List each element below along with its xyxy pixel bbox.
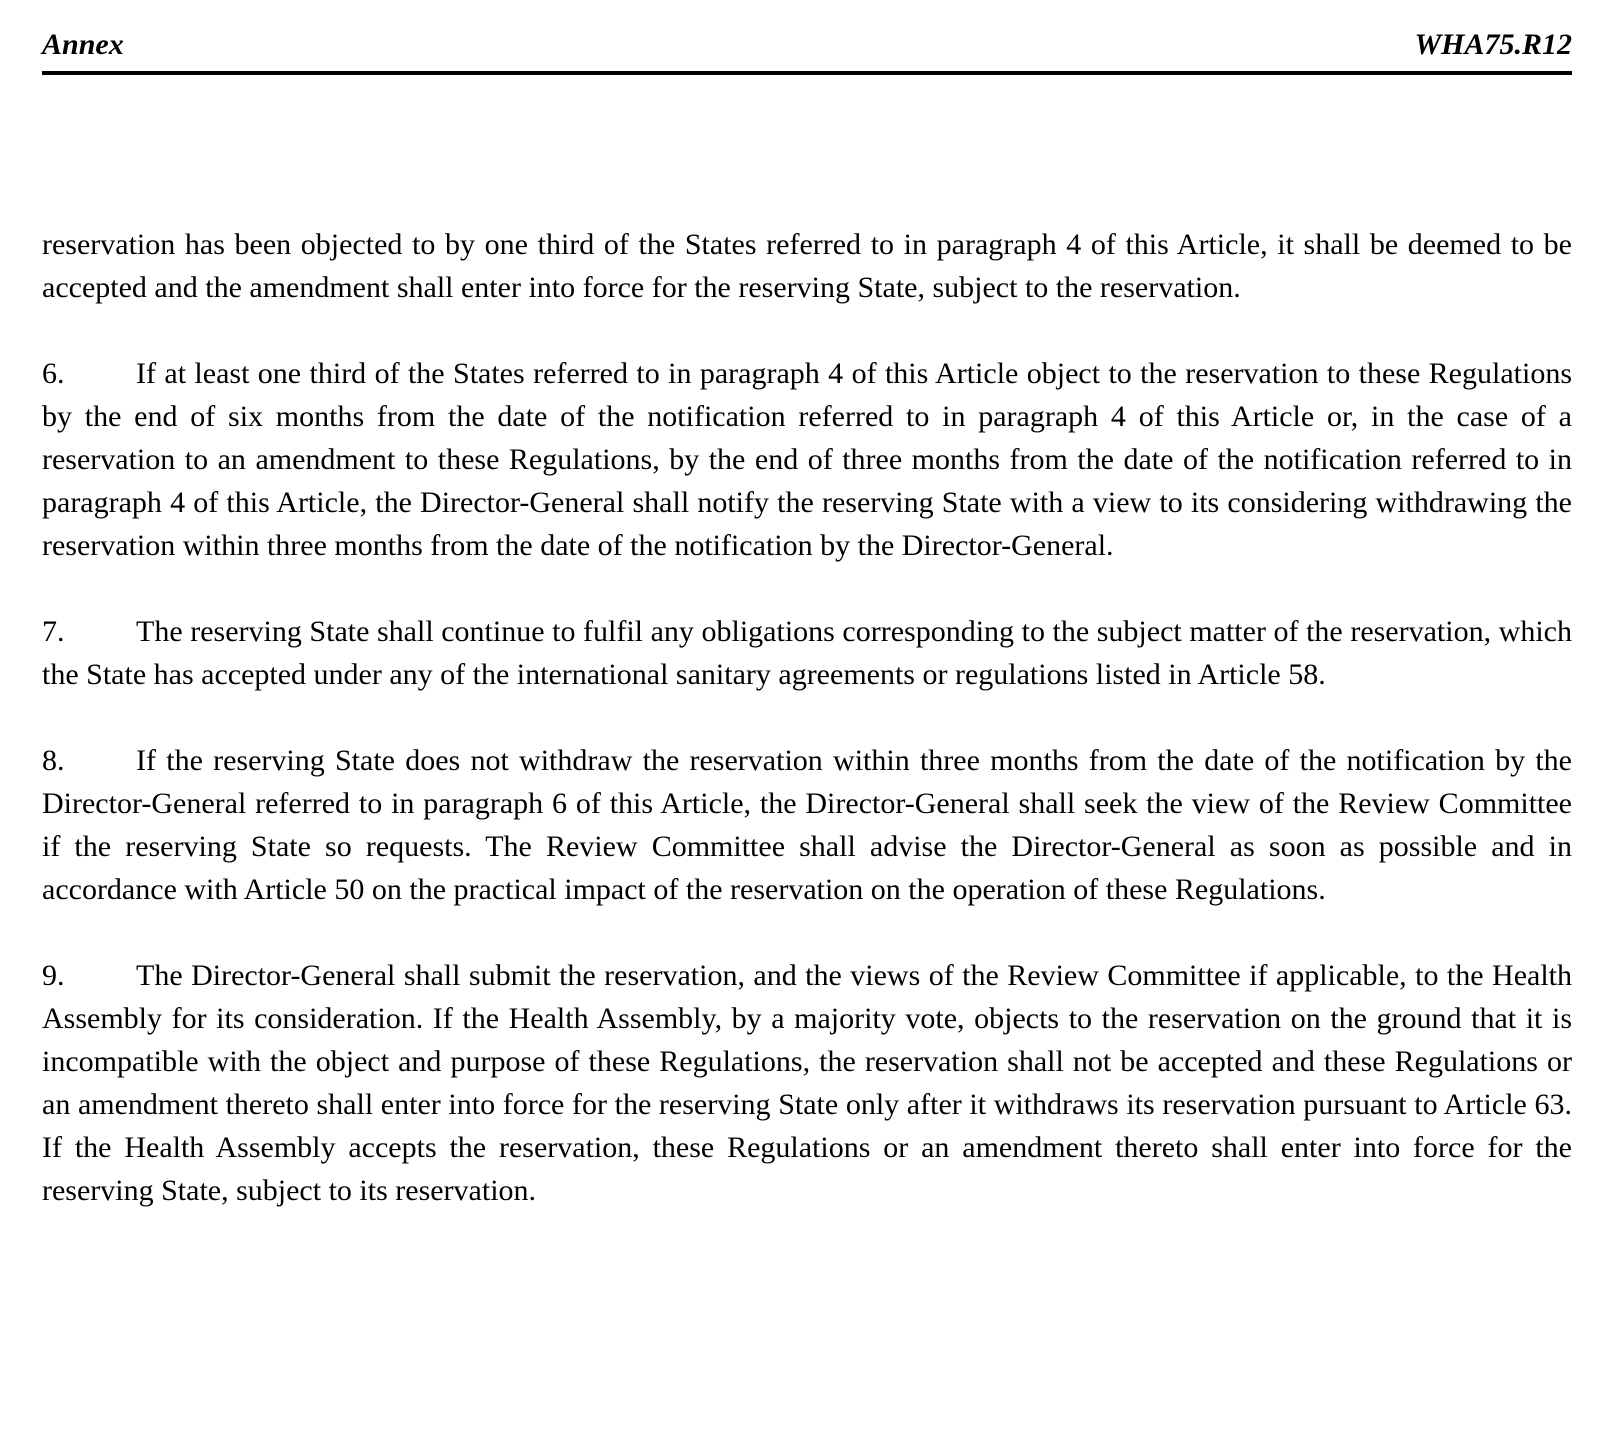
paragraph-text: The Director-General shall submit the reservation, and the views of the Review Committee if applicable, to the Health Assembly for its consideration. If the Health Assembly, by a majority vote, objects to the reservation on the ground that it is incompatible with the object and purpose of these Regulations, the reservation shall not be accepted and these Regulations or an amendment thereto shall enter into force for the reserving State only after it withdraws its reservation pursuant to Article 63. If the Health Assembly accepts the reservation, these Regulations or an amendment thereto shall enter into force for the reserving State, subject to its reservation. xyxy=(42,959,1572,1207)
paragraph-text: If at least one third of the States referred to in paragraph 4 of this Article object to the reservation to these Regulations by the end of six months from the date of the notification referred to in paragraph 4 of this Article or, in the case of a reservation to an amendment to these Regulations, by the end of three months from the date of the notification referred to in paragraph 4 of this Article, the Director-General shall notify the reserving State with a view to its considering withdrawing the reservation within three months from the date of the notification by the Director-General. xyxy=(42,357,1572,562)
paragraph-text: reservation has been objected to by one third of the States referred to in paragraph 4 of this Article, it shall be deemed to be accepted and the amendment shall enter into force for the reserving State, subject to the reservation. xyxy=(42,228,1572,304)
paragraph-number: 9. xyxy=(42,959,65,992)
paragraph-8 xyxy=(42,739,1572,911)
document-body xyxy=(42,223,1572,1212)
paragraph-6 xyxy=(42,352,1572,567)
document-reference: WHA75.R12 xyxy=(1414,28,1572,61)
paragraph-number: 8. xyxy=(42,744,65,777)
paragraph-number: 7. xyxy=(42,615,65,648)
paragraph-text: The reserving State shall continue to fulfil any obligations corresponding to the subject matter of the reservation, which the State has accepted under any of the international sanitary agreements or regulations listed in Article 58. xyxy=(42,615,1572,691)
header-rule xyxy=(42,71,1572,75)
paragraph-continuation xyxy=(42,223,1572,309)
annex-label: Annex xyxy=(42,28,124,61)
paragraph-text: If the reserving State does not withdraw the reservation within three months from the date of the notification by the Director-General referred to in paragraph 6 of this Article, the Director-General shall seek the view of the Review Committee if the reserving State so requests. The Review Committee shall advise the Director-General as soon as possible and in accordance with Article 50 on the practical impact of the reservation on the operation of these Regulations. xyxy=(42,744,1572,906)
paragraph-number: 6. xyxy=(42,357,65,390)
paragraph-9 xyxy=(42,954,1572,1212)
paragraph-7 xyxy=(42,610,1572,696)
page-header xyxy=(42,28,1572,62)
